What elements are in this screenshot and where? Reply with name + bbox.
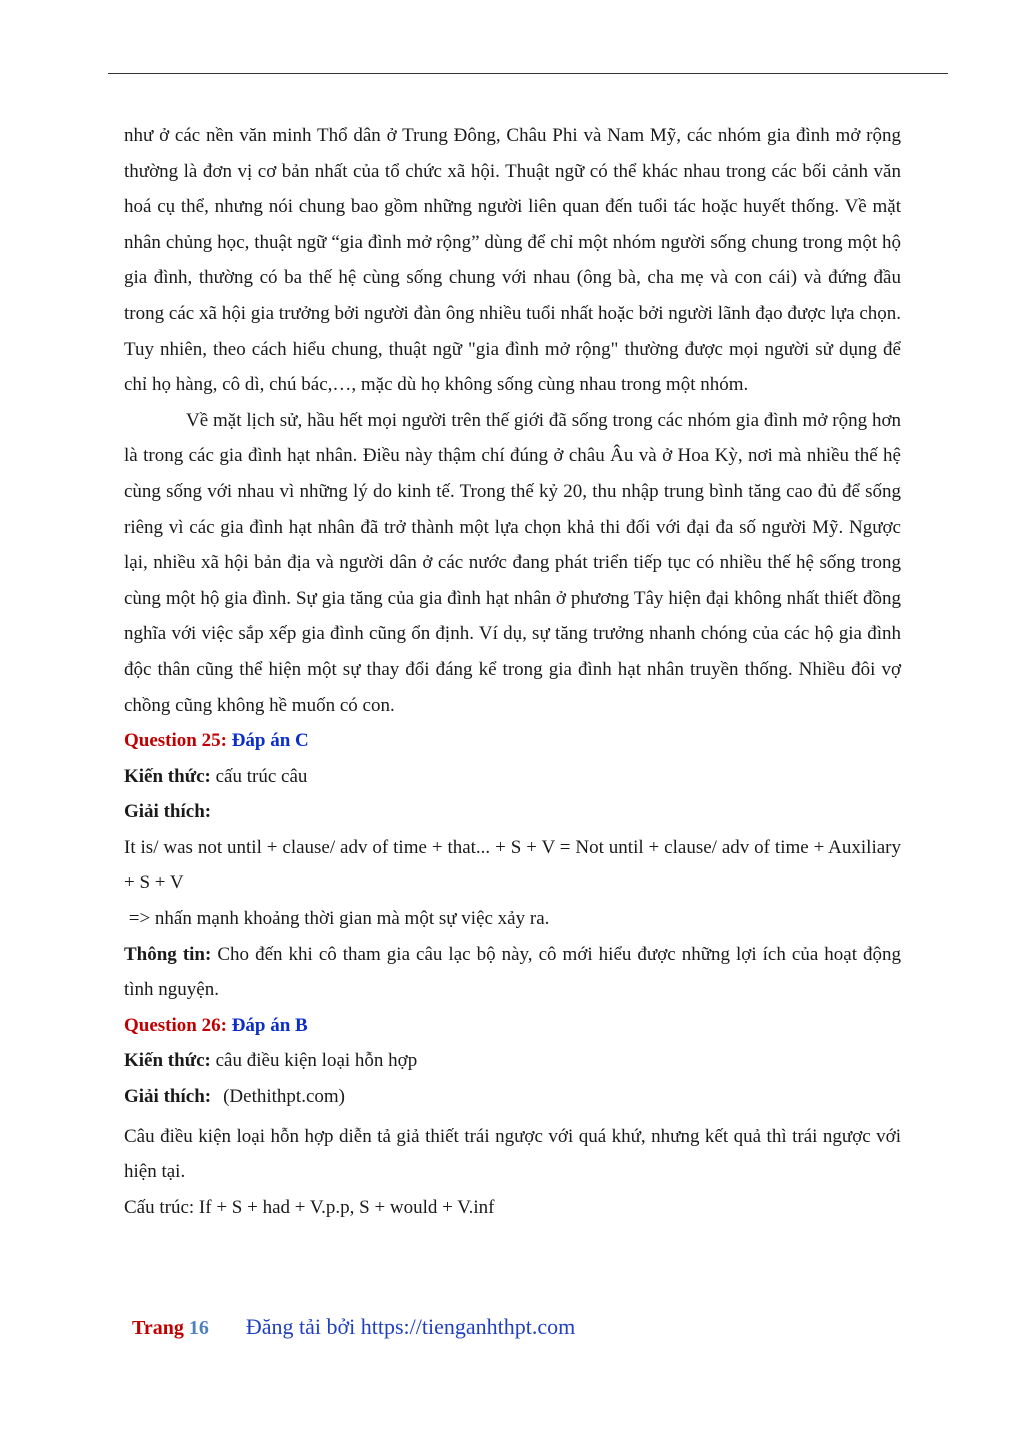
page-label: Trang (132, 1317, 184, 1339)
question-25-kienthuc (124, 759, 901, 795)
page-footer (132, 1314, 575, 1340)
giaithich-label: Giải thích: (124, 1086, 212, 1108)
question-25-answer: Đáp án C (231, 730, 309, 752)
question-26-giaithich (124, 1079, 901, 1115)
question-25-section (124, 723, 901, 1008)
question-25-giaithich-label: Giải thích: (124, 801, 212, 823)
question-25-emphasis: => nhấn mạnh khoảng thời gian mà một sự việc xảy ra. (124, 908, 550, 930)
question-25-label: Question 25: (124, 730, 227, 752)
kienthuc-label: Kiến thức: (124, 765, 211, 787)
giaithich-source: (Dethithpt.com) (223, 1086, 345, 1108)
page-number: 16 (188, 1317, 209, 1339)
question-26-section (124, 1008, 901, 1226)
kienthuc-value: cấu trúc câu (210, 765, 308, 787)
paragraph-history: Về mặt lịch sử, hầu hết mọi người trên thế giới đã sống trong các nhóm gia đình mở rộng hơn là trong các gia đình hạt nhân. Điều này thậm chí đúng ở châu Âu và ở Hoa Kỳ, nơi mà nhiều thế hệ cùng sống với nhau vì những lý do kinh tế. Trong thế kỷ 20, thu nhập trung bình tăng cao đủ để sống riêng vì các gia đình hạt nhân đã trở thành một lựa chọn khả thi đối với đại đa số người Mỹ. Ngược lại, nhiều xã hội bản địa và người dân ở các nước đang phát triển tiếp tục có nhiều thế hệ sống trong cùng một hộ gia đình. Sự gia tăng của gia đình hạt nhân ở phương Tây hiện đại không nhất thiết đồng nghĩa với việc sắp xếp gia đình cũng ổn định. Ví dụ, sự tăng trưởng nhanh chóng của các hộ gia đình độc thân cũng thể hiện một sự thay đổi đáng kể trong gia đình hạt nhân truyền thống. Nhiều đôi vợ chồng cũng không hề muốn có con. (124, 409, 901, 716)
header-rule (108, 73, 948, 74)
thongtin-value: Cho đến khi cô tham gia câu lạc bộ này, cô mới hiểu được những lợi ích của hoạt động tình nguyện. (124, 943, 902, 1001)
paragraph-extended-family: như ở các nền văn minh Thổ dân ở Trung Đông, Châu Phi và Nam Mỹ, các nhóm gia đình mở rộng thường là đơn vị cơ bản nhất của tổ chức xã hội. Thuật ngữ có thể khác nhau trong các bối cảnh văn hoá cụ thể, nhưng nói chung bao gồm những người liên quan đến tuổi tác hoặc huyết thống. Về mặt nhân chủng học, thuật ngữ “gia đình mở rộng” dùng để chỉ một nhóm người sống chung trong một hộ gia đình, thường có ba thế hệ cùng sống chung với nhau (ông bà, cha mẹ và con cái) và đứng đầu trong các xã hội gia trưởng bởi người đàn ông nhiều tuổi nhất hoặc bởi người lãnh đạo được lựa chọn. Tuy nhiên, theo cách hiểu chung, thuật ngữ "gia đình mở rộng" thường được mọi người sử dụng để chỉ họ hàng, cô dì, chú bác,…, mặc dù họ không sống cùng nhau trong một nhóm. (124, 125, 901, 396)
thongtin-label: Thông tin: (124, 943, 212, 965)
question-26-kienthuc (124, 1043, 901, 1079)
question-25-heading (124, 723, 901, 759)
question-26-heading (124, 1008, 901, 1044)
question-25-structure: It is/ was not until + clause/ adv of time + that... + S + V = Not until + clause/ adv of time + Auxiliary + S + V (124, 836, 901, 894)
kienthuc-label: Kiến thức: (124, 1050, 211, 1072)
document-body (124, 118, 901, 1225)
kienthuc-value: câu điều kiện loại hỗn hợp (210, 1050, 418, 1072)
question-26-answer: Đáp án B (231, 1014, 308, 1036)
question-26-explanation: Câu điều kiện loại hỗn hợp diễn tả giả thiết trái ngược với quá khứ, nhưng kết quả thì trái ngược với hiện tại. (124, 1125, 901, 1183)
question-26-structure: Cấu trúc: If + S + had + V.p.p, S + would + V.inf (124, 1196, 495, 1218)
question-26-label: Question 26: (124, 1014, 227, 1036)
question-25-thongtin (124, 937, 901, 1008)
upload-link[interactable]: Đăng tải bởi https://tienganhthpt.com (245, 1314, 576, 1339)
